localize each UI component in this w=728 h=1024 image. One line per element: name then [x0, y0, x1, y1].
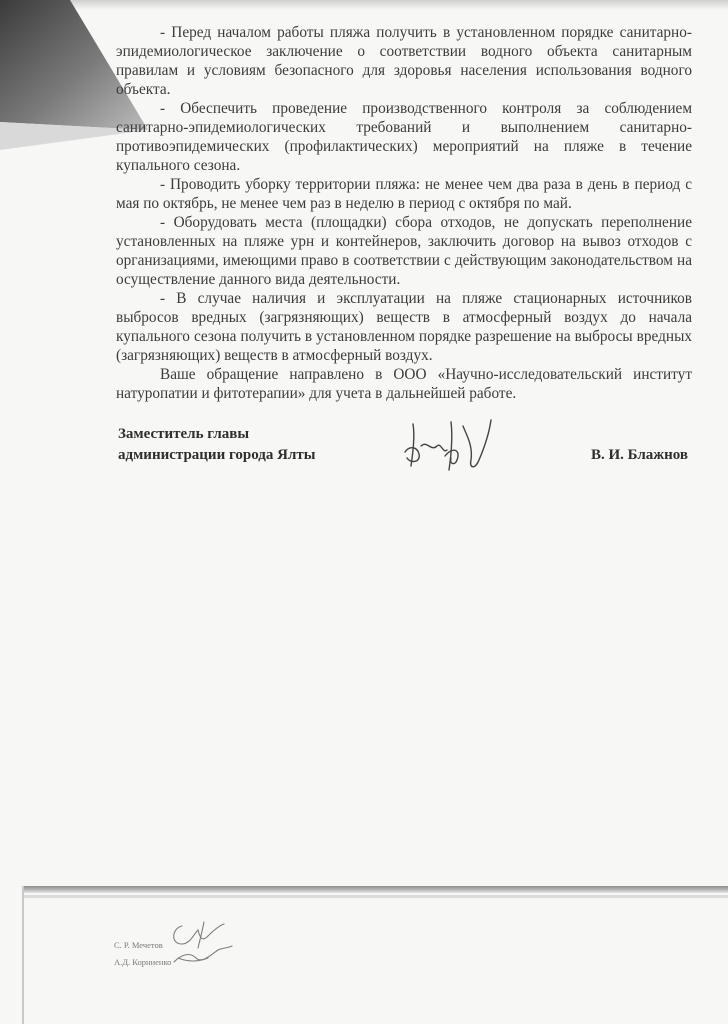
executor-1: С. Р. Мечетов [114, 940, 163, 950]
scan-margin-line [22, 886, 24, 1024]
signatory-name: В. И. Блажнов [590, 447, 688, 463]
paragraph-sanitary-conclusion: - Перед началом работы пляжа получить в установленном порядке санитарно-эпидемиологическое заключение о соответствии водного объекта санитарным правилам и условиям безопасного для здоровья населения использования водного объекта. [116, 24, 692, 98]
handwritten-signature-icon [401, 416, 511, 476]
signatory-title-line2: администрации города Ялты [118, 447, 316, 463]
executors-block [114, 937, 171, 971]
scan-edge-band [22, 886, 728, 893]
signatory-title [118, 424, 315, 466]
executor-2: А.Д. Корниенко [114, 957, 172, 967]
paragraph-waste-collection: - Оборудовать места (площадки) сбора отходов, не допускать переполнение установленных на пляже урн и контейнеров, заключить договор на вывоз отходов с организациями, имеющими право в соответствии с действующим законодательством на осуществление данного вида деятельности. [116, 214, 692, 288]
signature-block [118, 424, 700, 484]
paragraph-production-control: - Обеспечить проведение производственного контроля за соблюдением санитарно-эпидемиологических требований и выполнением санитарно-противоэпидемических (профилактических) мероприятий на пляже в течение купального сезона. [116, 100, 692, 174]
scan-edge-band-light [22, 895, 728, 898]
paragraph-forwarding: Ваше обращение направлено в ООО «Научно-исследовательский институт натуропатии и фитотерапии» для учета в дальнейшей работе. [116, 366, 692, 402]
letter-body [116, 0, 692, 403]
executor-signatures-icon [168, 918, 238, 968]
signatory-title-line1: Заместитель главы [118, 426, 250, 442]
paragraph-cleaning: - Проводить уборку территории пляжа: не менее чем два раза в день в период с мая по октябрь, не менее чем раз в неделю в период с октября по май. [116, 176, 692, 212]
paragraph-emissions: - В случае наличия и эксплуатации на пляже стационарных источников выбросов вредных (загрязняющих) веществ в атмосферный воздух до начала купального сезона получить в установленном порядке разрешение на выбросы вредных (загрязняющих) веществ в атмосферный воздух. [116, 290, 692, 364]
